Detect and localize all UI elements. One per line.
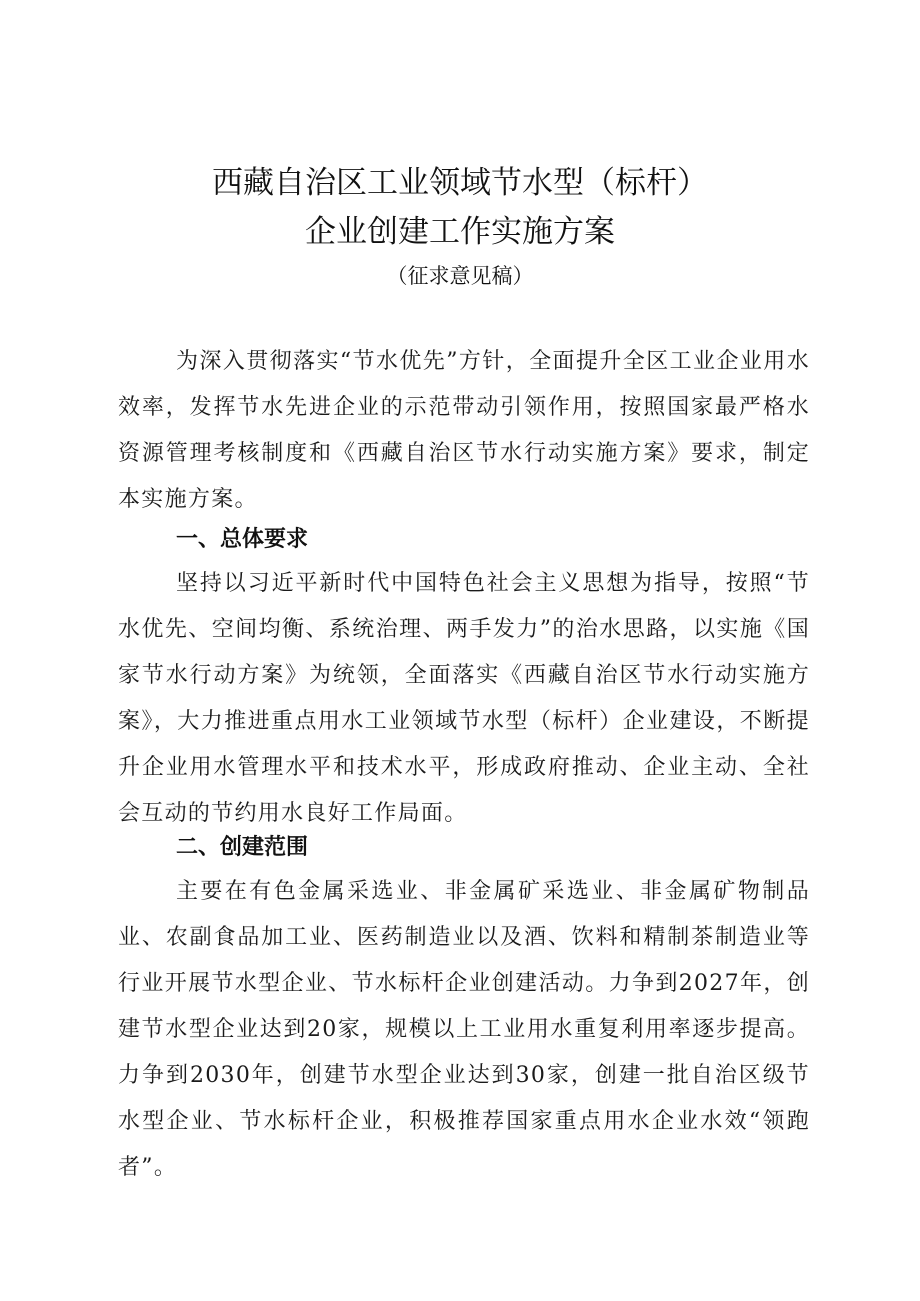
section-body-general-requirements: 坚持以习近平新时代中国特色社会主义思想为指导，按照“节水优先、空间均衡、系统治理、两手发力”的治水思路，以实施《国家节水行动方案》为统领，全面落实《西藏自治区节水行动实施方案》，大力推进重点用水工业领域节水型（标杆）企业建设，不断提升企业用水管理水平和技术水平，形成政府推动、企业主动、全社会互动的节约用水良好工作局面。 xyxy=(118,571,810,826)
section-heading-general-requirements: 一、总体要求 xyxy=(176,527,309,552)
document-title-line1: 西藏自治区工业领域节水型（标杆） xyxy=(212,165,708,201)
document-subtitle: （征求意见稿） xyxy=(386,264,534,288)
intro-paragraph: 为深入贯彻落实“节水优先”方针，全面提升全区工业企业用水效率，发挥节水先进企业的示范带动引领作用，按照国家最严格水资源管理考核制度和《西藏自治区节水行动实施方案》要求，制定本实施方案。 xyxy=(118,349,810,512)
section-heading-scope: 二、创建范围 xyxy=(176,835,309,860)
section-body-scope: 主要在有色金属采选业、非金属矿采选业、非金属矿物制品业、农副食品加工业、医药制造业以及酒、饮料和精制茶制造业等行业开展节水型企业、节水标杆企业创建活动。力争到2027年，创建节水型企业达到20家，规模以上工业用水重复利用率逐步提高。力争到2030年，创建节水型企业达到30家，创建一批自治区级节水型企业、节水标杆企业，积极推荐国家重点用水企业水效“领跑者”。 xyxy=(118,879,810,1180)
document-title-line2: 企业创建工作实施方案 xyxy=(305,214,615,250)
